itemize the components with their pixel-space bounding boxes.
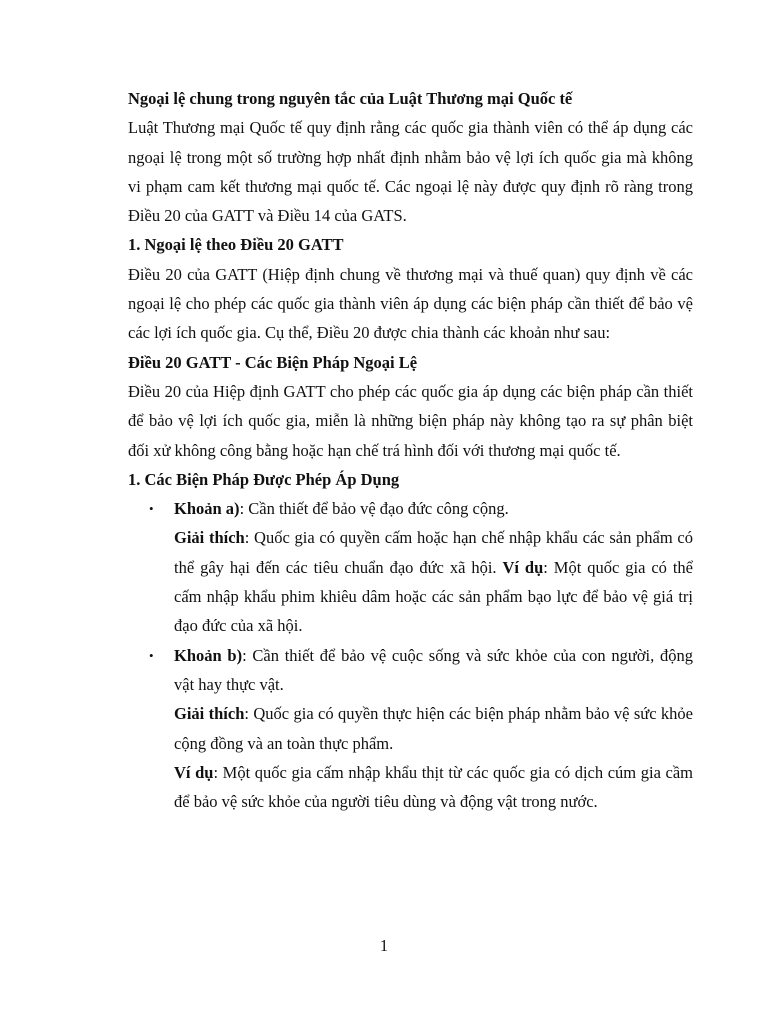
example-text: : Một quốc gia cấm nhập khẩu thịt từ các quốc gia có dịch cúm gia cầm để bảo vệ sức khỏe của người tiêu dùng và động vật trong nước. <box>174 762 693 812</box>
explanation-label: Giải thích <box>174 704 245 724</box>
example-paragraph <box>174 758 693 817</box>
measures-heading: 1. Các Biện Pháp Được Phép Áp Dụng <box>128 469 400 489</box>
example-label: Ví dụ <box>502 557 544 577</box>
example-text: : Một quốc gia có thể cấm nhập khẩu phim khiêu dâm hoặc các sản phẩm bạo lực để bảo vệ giá trị đạo đức của xã hội. <box>174 557 694 636</box>
example-label: Ví dụ <box>174 762 214 782</box>
explanation-label: Giải thích <box>174 528 245 548</box>
document-page <box>128 84 693 816</box>
explanation-paragraph <box>174 699 693 758</box>
section-heading-article-20: 1. Ngoại lệ theo Điều 20 GATT <box>128 235 344 255</box>
measures-list <box>128 494 693 816</box>
intro-paragraph: Luật Thương mại Quốc tế quy định rằng các quốc gia thành viên có thể áp dụng các ngoại lệ trong một số trường hợp nhất định nhằm bảo vệ lợi ích quốc gia mà không vi phạm cam kết thương mại quốc tế. Các ngoại lệ này được quy định rõ ràng trong Điều 20 của GATT và Điều 14 của GATS. <box>128 118 693 226</box>
clause-label: Khoản b) <box>174 645 243 665</box>
page-number: 1 <box>379 936 389 955</box>
article-heading: Điều 20 GATT - Các Biện Pháp Ngoại Lệ <box>128 352 418 372</box>
clause-text: : Cần thiết để bảo vệ đạo đức công cộng. <box>239 499 509 519</box>
list-item-khoan-b <box>174 641 693 817</box>
article-paragraph: Điều 20 của Hiệp định GATT cho phép các quốc gia áp dụng các biện pháp cần thiết để bảo vệ lợi ích quốc gia, miễn là những biện pháp này không tạo ra sự phân biệt đối xử không công bằng hoặc hạn chế trá hình đối với thương mại quốc tế. <box>128 381 693 460</box>
document-title: Ngoại lệ chung trong nguyên tắc của Luật Thương mại Quốc tế <box>128 89 573 108</box>
list-item-clause <box>174 646 693 694</box>
explanation-text: : Quốc gia có quyền thực hiện các biện pháp nhằm bảo vệ sức khỏe cộng đồng và an toàn thực phẩm. <box>174 704 693 753</box>
clause-text: : Cần thiết để bảo vệ cuộc sống và sức khỏe của con người, động vật hay thực vật. <box>174 645 693 694</box>
list-item-clause <box>174 499 509 518</box>
explanation-text: : Quốc gia có quyền cấm hoặc hạn chế nhập khẩu các sản phẩm có thể gây hại đến các tiêu chuẩn đạo đức xã hội. <box>174 528 693 577</box>
list-item-khoan-a <box>174 494 693 640</box>
section-paragraph-article-20: Điều 20 của GATT (Hiệp định chung về thương mại và thuế quan) quy định về các ngoại lệ cho phép các quốc gia thành viên áp dụng các biện pháp cần thiết để bảo vệ các lợi ích quốc gia. Cụ thể, Điều 20 được chia thành các khoản như sau: <box>128 264 693 343</box>
clause-label: Khoản a) <box>174 499 240 519</box>
explanation-paragraph <box>174 523 693 640</box>
